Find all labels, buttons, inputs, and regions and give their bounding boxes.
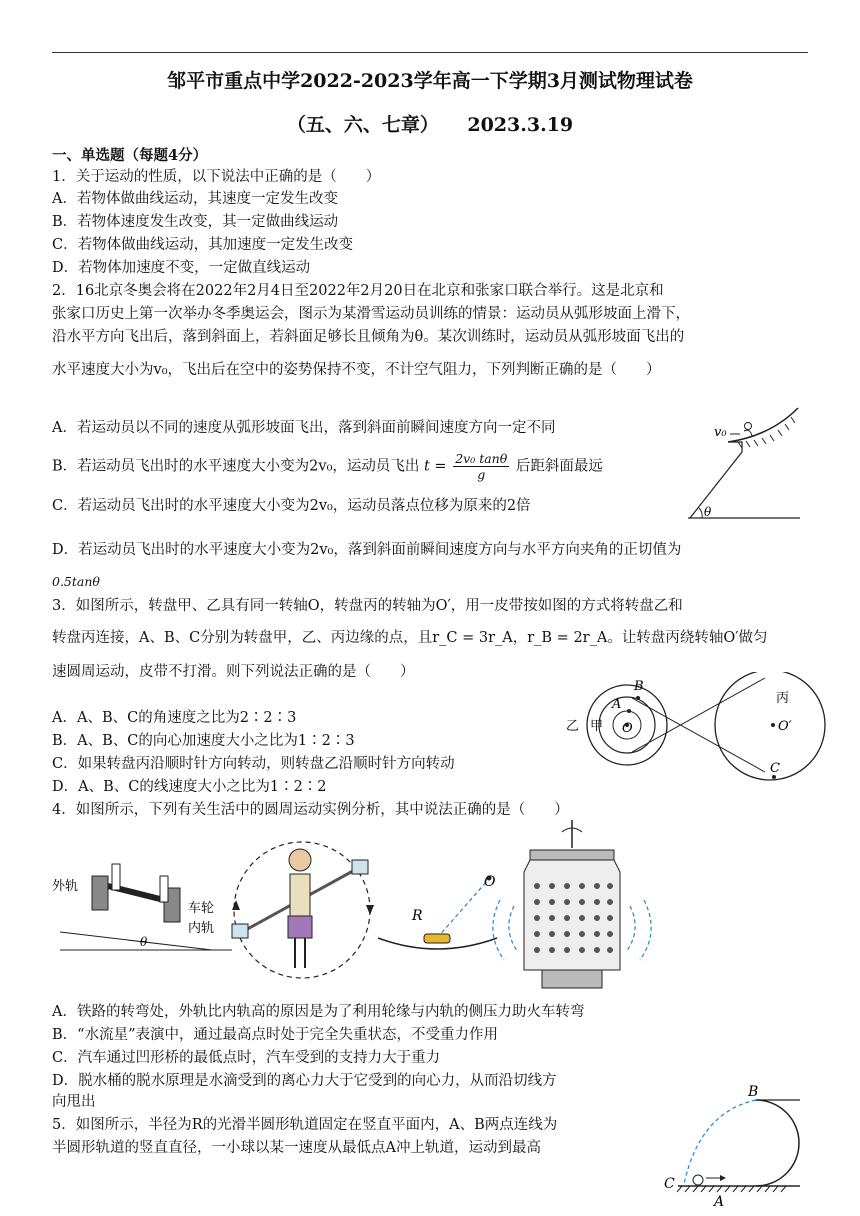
q3-stem-line3: 速圆周运动，皮带不打滑。则下列说法正确的是（ ） xyxy=(52,664,415,680)
q2-formula-t: t = xyxy=(424,458,447,475)
q2-option-b-text: B．若运动员飞出时的水平速度大小变为2v₀，运动员飞出 xyxy=(52,458,420,475)
concave-bridge-diagram xyxy=(378,874,497,949)
q2-option-c: C．若运动员飞出时的水平速度大小变为2v₀，运动员落点位移为原来的2倍 xyxy=(52,498,531,514)
q3-pulley-figure xyxy=(560,672,835,797)
q4-examples-figure xyxy=(52,820,672,1000)
exam-title: 邹平市重点中学2022-2023学年高一下学期3月测试物理试卷 xyxy=(167,70,693,92)
railway-curve-diagram xyxy=(52,864,232,950)
q1-option-c: C．若物体做曲线运动，其加速度一定发生改变 xyxy=(52,237,354,253)
q4-option-a: A．铁路的转弯处，外轨比内轨高的原因是为了利用轮缘与内轨的侧压力助火车转弯 xyxy=(52,1004,585,1020)
q1-stem: 1．关于运动的性质，以下说法中正确的是（ ） xyxy=(52,169,381,185)
q5-semicircle-figure xyxy=(660,1082,810,1212)
q2-stem-line4: 水平速度大小为v₀，飞出后在空中的姿势保持不变，不计空气阻力，下列判断正确的是（ ） xyxy=(52,362,661,378)
q3-fig-label-o-prime: O′ xyxy=(778,719,792,734)
q2-ski-figure xyxy=(680,398,810,528)
q5-stem-line1: 5．如图所示，半径为R的光滑半圆形轨道固定在竖直平面内，A、B两点连线为 xyxy=(52,1117,558,1133)
q3-fig-label-yi: 乙 xyxy=(566,719,580,734)
q4-label-theta: θ xyxy=(140,935,148,949)
q5-stem-line2: 半圆形轨道的竖直直径，一小球以某一速度从最低点A冲上轨道，运动到最高 xyxy=(52,1140,541,1156)
q3-fig-label-a: A xyxy=(612,697,622,712)
q2-fig-theta-label: θ xyxy=(704,505,712,519)
q2-fig-v0-label: v₀ xyxy=(714,425,727,440)
top-rule xyxy=(52,52,808,53)
q4-option-c: C．汽车通过凹形桥的最低点时，汽车受到的支持力大于重力 xyxy=(52,1050,441,1066)
exam-subtitle: （五、六、七章） 2023.3.19 xyxy=(286,114,574,136)
q5-fig-label-b: B xyxy=(748,1084,759,1100)
q3-fig-label-c: C xyxy=(770,761,780,776)
q2-stem-line3: 沿水平方向飞出后，落到斜面上，若斜面足够长且倾角为θ。某次训练时，运动员从弧形坡面飞出的 xyxy=(52,329,685,345)
q3-option-a: A．A、B、C的角速度之比为2∶2∶3 xyxy=(52,710,297,726)
q3-option-b: B．A、B、C的向心加速度大小之比为1∶2∶3 xyxy=(52,733,355,749)
q3-stem-line2: 转盘丙连接，A、B、C分别为转盘甲，乙、丙边缘的点，且r_C = 3r_A，r_B = 2r_A。让转盘丙绕转轴O′做匀 xyxy=(52,630,768,646)
q3-stem-line1: 3．如图所示，转盘甲、乙具有同一转轴O，转盘丙的转轴为O′，用一皮带按如图的方式将转盘乙和 xyxy=(52,598,683,614)
q3-fig-label-jia: 甲 xyxy=(590,719,604,734)
q2-option-a: A．若运动员以不同的速度从弧形坡面飞出，落到斜面前瞬间速度方向一定不同 xyxy=(52,420,556,436)
q2-stem-line1: 2．16北京冬奥会将在2022年2月4日至2022年2月20日在北京和张家口联合举行。这是北京和 xyxy=(52,283,664,299)
q3-option-c: C．如果转盘丙沿顺时针方向转动，则转盘乙沿顺时针方向转动 xyxy=(52,756,455,772)
q2-stem-line2: 张家口历史上第一次举办冬季奥运会，图示为某滑雪运动员训练的情景：运动员从弧形坡面上滑下， xyxy=(52,306,690,322)
q2-fraction-denominator: g xyxy=(477,467,486,482)
q4-label-o: O xyxy=(484,874,496,890)
q3-fig-label-o: O xyxy=(622,721,633,736)
q3-fig-label-b: B xyxy=(634,679,644,694)
q1-option-d: D．若物体加速度不变，一定做直线运动 xyxy=(52,260,311,276)
q4-label-wheel: 车轮 xyxy=(188,901,215,916)
water-meteor-diagram xyxy=(232,842,374,978)
q5-fig-label-a: A xyxy=(714,1194,725,1210)
q3-option-d: D．A、B、C的线速度大小之比为1∶2∶2 xyxy=(52,779,327,795)
q3-fig-label-bing: 丙 xyxy=(776,691,790,706)
q4-label-r: R xyxy=(412,908,423,924)
section-heading: 一、单选题（每题4分） xyxy=(52,147,208,164)
q2-option-b xyxy=(52,451,603,482)
spin-dryer-diagram xyxy=(493,820,651,988)
q4-option-b: B．“水流星”表演中，通过最高点时处于完全失重状态，不受重力作用 xyxy=(52,1027,498,1043)
q2-option-d-line2: 0.5tanθ xyxy=(52,574,100,589)
q2-fraction xyxy=(453,451,509,482)
q4-option-d-line1: D．脱水桶的脱水原理是水滴受到的离心力大于它受到的向心力，从而沿切线方 xyxy=(52,1073,557,1089)
q2-option-d-line1: D．若运动员飞出时的水平速度大小变为2v₀，落到斜面前瞬间速度方向与水平方向夹角的正切值为 xyxy=(52,542,682,558)
q1-option-a: A．若物体做曲线运动，其速度一定发生改变 xyxy=(52,191,338,207)
q2-option-b-tail: 后距斜面最远 xyxy=(515,458,603,475)
q4-stem: 4．如图所示，下列有关生活中的圆周运动实例分析，其中说法正确的是（ ） xyxy=(52,802,569,818)
q5-fig-label-c: C xyxy=(664,1176,675,1192)
q4-label-inner-rail: 内轨 xyxy=(188,921,215,936)
q4-label-outer-rail: 外轨 xyxy=(52,879,79,894)
q4-option-d-line2: 向甩出 xyxy=(52,1094,96,1110)
q2-fraction-numerator: 2v₀ tanθ xyxy=(455,451,508,466)
q1-option-b: B．若物体速度发生改变，其一定做曲线运动 xyxy=(52,214,339,230)
